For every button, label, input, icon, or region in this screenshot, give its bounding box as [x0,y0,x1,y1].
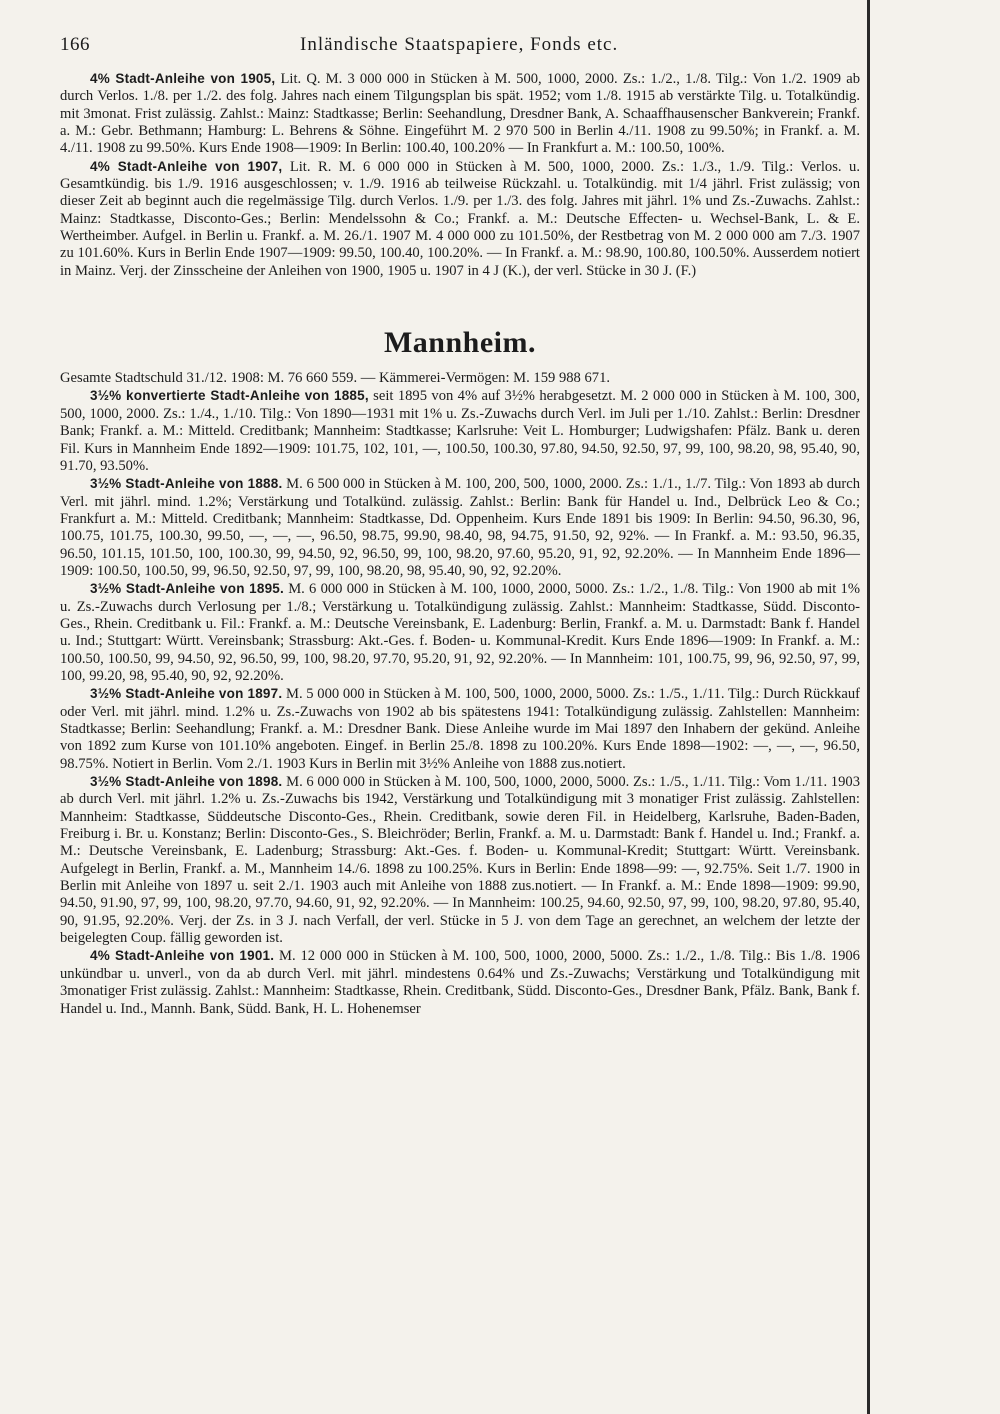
stadtschuld-summary: Gesamte Stadtschuld 31./12. 1908: M. 76 660 559. — Kämmerei-Vermögen: M. 159 988 671. [60,370,611,387]
entry-text: Lit. Q. M. 3 000 000 in Stücken à M. 500, 1000, 2000. Zs.: 1./2., 1./8. Tilg.: Von 1./2. 1909 ab durch Verlos. 1./8. per 1./2. des folg. Jahres nach einem Tilgungsplan bis spät. 1952; vom 1./8. 1915 ab verstärkte Tilg. u. Totalkündig. mit 3monat. Frist zulässig. Zahlst.: Mainz: Stadtkasse; Berlin: Seehandlung, Dresdner Bank, A. Schaaffhausenscher Bankverein; Frankf. a. M.: Gebr. Bethmann; Hamburg: L. Behrens & Söhne. Eingeführt M. 2 970 500 in Berlin 4./11. 1908 zu 99.50%; in Frankf. a. M. 4./11. 1908 zu 99.50%. Kurs Ende 1908—1909: In Berlin: 100.40, 100.20% — In Frankfurt a. M.: 100.50, 100%. [60,71,860,157]
entry-anleihe-1897 [60,685,860,773]
entry-text: seit 1895 von 4% auf 3½% herabgesetzt. M. 2 000 000 in Stücken à M. 100, 300, 500, 1000, 2000. Zs.: 1./4., 1./10. Tilg.: Von 1890—1931 mit 1% u. Zs.-Zuwachs durch Verl. im Juli per 1./10. Zahlst.: Berlin: Dresdner Bank; Frankf. a. M.: Mitteld. Creditbank; Mannheim: Stadtkasse; Karlsruhe: Veit L. Homburger; Ludwigshafen: Pfälz. Bank u. deren Fil. Kurs in Mannheim Ende 1892—1909: 101.75, 102, 101, —, 100.50, 100.30, 97.80, 94.50, 92.50, 97, 99, 100, 98.20, 98, 95.40, 90, 91.70, 93.50%. [60,388,860,474]
entry-heading: 4% Stadt-Anleihe von 1907, [90,158,283,174]
entry-anleihe-1907 [60,158,860,280]
section-title-mannheim: Mannheim. [383,326,536,360]
page-body [60,70,860,1018]
entry-anleihe-1888 [60,475,860,580]
entry-heading: 3½% Stadt-Anleihe von 1895. [90,581,284,597]
entry-heading: 3½% Stadt-Anleihe von 1897. [90,686,283,702]
entry-heading: 3½% Stadt-Anleihe von 1898. [90,774,283,790]
entry-anleihe-1898 [60,773,860,947]
entry-anleihe-1895 [60,580,860,685]
entry-text: M. 6 000 000 in Stücken à M. 100, 1000, 2000, 5000. Zs.: 1./2., 1./8. Tilg.: Von 1900 ab mit 1% u. Zs.-Zuwachs durch Verlosung per 1./8.; Verstärkung u. Totalkündigung zulässig. Zahlst.: Mannheim: Stadtkasse, Südd. Disconto-Ges., Rhein. Creditbank u. Fil.: Frankf. a. M.: Deutsche Vereinsbank, E. Ladenburg: Berlin, Frankf. a. M. u. Darmstadt: Bank f. Handel u. Ind.; Stuttgart: Württ. Vereinsbank; Strassburg: Akt.-Ges. f. Boden- u. Kommunal-Kredit. Kurs Ende 1896—1909: In Frankf. a. M.: 100.50, 100.50, 99, 94.50, 92, 96.50, 99, 100, 98.20, 97.70, 95.20, 91, 92, 92.20%. — In Mannheim: 101, 100.75, 99, 96, 92.50, 97, 99, 100, 99.20, 98, 95.40, 90, 92, 92.20%. [60,581,860,684]
page-number: 166 [60,34,90,55]
page-edge-line [867,0,870,1414]
entry-text: M. 5 000 000 in Stücken à M. 100, 500, 1000, 2000, 5000. Zs.: 1./5., 1./11. Tilg.: Durch Rückkauf oder Verl. mit jährl. mind. 1.2% u. Zs.-Zuwachs von 1902 ab bis spätestens 1941: Totalkündigung zulässig. Zahlstellen: Mannheim: Stadtkasse; Berlin: Seehandlung; Frankf. a. M.: Dresdner Bank. Diese Anleihe wurde im Mai 1897 den Inhabern der gekünd. Anleihe von 1892 zum Kurse von 101.10% angeboten. Eingef. in Berlin 25./8. 1898 zu 100.20%. Kurs Ende 1898—1902: —, —, —, 96.50, 98.75%. Notiert in Berlin. Vom 2./1. 1903 Kurs in Berlin mit 3½% Anleihe von 1888 zus.notiert. [60,686,861,772]
entry-anleihe-1905 [60,70,860,158]
entry-heading: 4% Stadt-Anleihe von 1905, [90,71,276,86]
entry-text: M. 6 000 000 in Stücken à M. 100, 500, 1000, 2000, 5000. Zs.: 1./5., 1./11. Tilg.: Vom 1./11. 1903 ab durch Verl. mit jährl. 1.2% u. Zs.-Zuwachs bis 1942, Verstärkung und Totalkündigung mit 3 monatiger Frist zulässig. Zahlstellen: Mannheim: Stadtkasse, Süddeutsche Disconto-Ges., Rhein. Creditbank, sowie deren Fil. in Heidelberg, Karlsruhe, Baden-Baden, Freiburg i. Br. u. Konstanz; Berlin: Disconto-Ges., S. Bleichröder; Berlin, Frankf. a. M. u. Darmstadt: Bank f. Handel u. Ind.; Frankf. a. M.: Deutsche Vereinsbank, E. Ladenburg; Strassburg: Akt.-Ges. f. Boden- u. Kommunal-Kredit; Stuttgart: Württ. Vereinsbank. Aufgelegt in Berlin, Frankf. a. M., Mannheim 14./6. 1898 zu 100.25%. Kurs in Berlin: Ende 1898—99: —, 92.75%. Seit 1./7. 1900 in Berlin mit Anleihe von 1897 u. seit 2./1. 1903 auch mit Anleihe von 1888 zus.notiert. — In Frankf. a. M.: Ende 1898—1909: 99.90, 94.50, 91.90, 97, 99, 100, 98.20, 97.70, 94.60, 91, 92, 92.20%. — In Mannheim: 100.25, 94.60, 92.50, 97, 99, 100, 98.20, 97.80, 95.40, 90, 91.95, 92.20%. Verj. der Zs. in 3 J. nach Verfall, der verl. Stücke in 5 J. von dem Tage an gerechnet, an welchem der letzte der beigelegten Coup. fällig geworden ist. [60,774,860,947]
entry-text: M. 12 000 000 in Stücken à M. 100, 500, 1000, 2000, 5000. Zs.: 1./2., 1./8. Tilg.: Bis 1./8. 1906 unkündbar u. unverl., von da ab durch Verl. mit jährl. mindestens 0.64% und Zs.-Zuwachs; Verstärkung und Totalkündigung mit 3monatiger Frist zulässig. Zahlst.: Mannheim: Stadtkasse, Rhein. Creditbank, Südd. Disconto-Ges., Dresdner Bank, Pfälz. Bank, Bank f. Handel u. Ind., Mannh. Bank, Südd. Bank, H. L. Hohenemser [60,948,860,1017]
entry-heading: 3½% Stadt-Anleihe von 1888. [90,476,283,492]
entry-anleihe-1885 [60,387,860,475]
entry-text: M. 6 500 000 in Stücken à M. 100, 200, 500, 1000, 2000. Zs.: 1./1., 1./7. Tilg.: Von 1893 ab durch Verl. mit jährl. mind. 1.2%; Verstärkung und Totalkünd. zulässig. Zahlst.: Berlin: Bank für Handel u. Ind., Delbrück Leo & Co.; Frankfurt a. M.: Mitteld. Creditbank; Mannheim: Stadtkasse, Dd. Oppenheim. Kurs Ende 1891 bis 1909: In Berlin: 94.50, 96.30, 96, 100.75, 101.75, 100.30, 99.50, —, —, —, 96.50, 98.75, 99.90, 98.40, 98, 94.75, 91.50, 92, 92%. — In Frankf. a. M.: 93.50, 96.35, 96.50, 101.15, 101.50, 100, 100.30, 99, 94.50, 92, 96.50, 99, 100, 98.20, 97.60, 95.20, 91, 92, 92.20%. — In Mannheim Ende 1896—1909: 100.50, 100.50, 99, 96.50, 92.50, 97, 99, 100, 98.20, 98, 95.40, 90, 92, 92.20%. [60,476,861,579]
entry-heading: 3½% konvertierte Stadt-Anleihe von 1885, [90,388,369,404]
entry-anleihe-1901 [60,947,860,1017]
entry-heading: 4% Stadt-Anleihe von 1901. [90,948,275,964]
entry-text: Lit. R. M. 6 000 000 in Stücken à M. 500, 1000, 2000. Zs.: 1./3., 1./9. Tilg.: Verlos. u. Gesamtkündig. bis 1./9. 1916 ausgeschlossen; v. 1./9. 1916 ab teilweise Rückzahl. u. Totalkündig. mit 1/4 jährl. Frist zulässig; von dieser Zeit ab beginnt auch die regelmässige Tilg. durch Verlos. 1./9. per 1./3. des folg. Jahres mit jährl. 1% und Zs.-Zuwachs. Zahlst.: Mainz: Stadtkasse, Disconto-Ges.; Berlin: Mendelssohn & Co.; Frankf. a. M.: Deutsche Effecten- u. Wechsel-Bank, L. & E. Wertheimber. Aufgel. in Berlin u. Frankf. a. M. 26./1. 1907 M. 4 000 000 zu 101.50%, der Restbetrag von M. 2 000 000 am 7./3. 1907 zu 101.60%. Kurs in Berlin Ende 1907—1909: 99.50, 100.40, 100.20%. — In Frankf. a. M.: 98.90, 100.80, 100.50%. Ausserdem notiert in Mainz. Verj. der Zinsscheine der Anleihen von 1900, 1905 u. 1907 in 4 J (K.), der verl. Stücke in 30 J. (F.) [60,158,860,279]
running-title: Inländische Staatspapiere, Fonds etc. [300,34,619,55]
